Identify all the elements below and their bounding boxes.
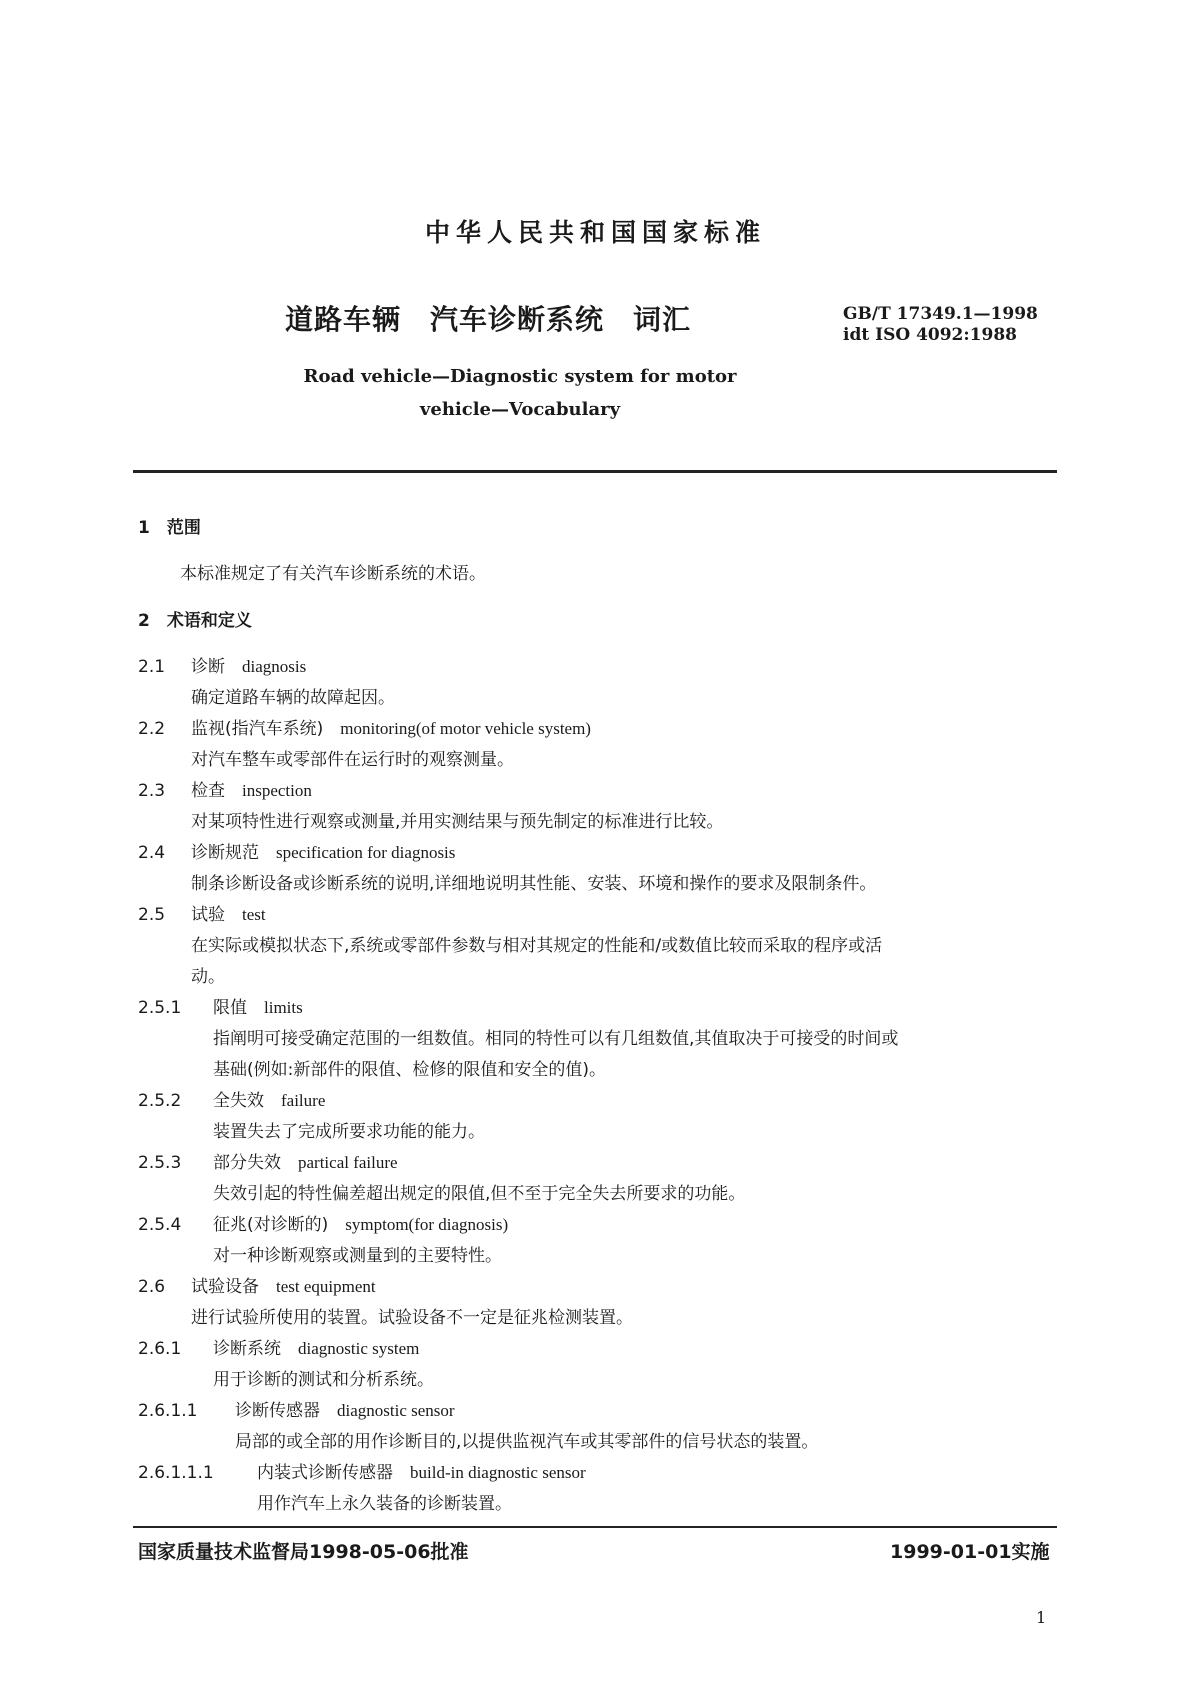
term-definition: 装置失去了完成所要求功能的能力。 [213, 1122, 485, 1142]
section-1-text: 本标准规定了有关汽车诊断系统的术语。 [180, 564, 486, 584]
title-en-line1: Road vehicle—Diagnostic system for motor [303, 366, 737, 387]
term-definition: 进行试验所使用的装置。试验设备不一定是征兆检测装置。 [191, 1308, 633, 1328]
standard-code [843, 304, 1038, 346]
term-entry [138, 1334, 419, 1364]
term-zh: 部分失效 [213, 1153, 281, 1173]
term-en: diagnostic system [298, 1339, 420, 1358]
term-number: 2.5 [138, 905, 166, 925]
term-definition: 用作汽车上永久装备的诊断装置。 [257, 1494, 512, 1514]
term-zh: 诊断系统 [213, 1339, 281, 1359]
term-en: test equipment [276, 1277, 376, 1296]
term-definition: 在实际或模拟状态下,系统或零部件参数与相对其规定的性能和/或数值比较而采取的程序或活 [191, 936, 883, 956]
term-zh: 诊断传感器 [235, 1401, 320, 1421]
term-definition-continued: 基础(例如:新部件的限值、检修的限值和安全的值)。 [213, 1060, 606, 1080]
national-standard-heading: 中华人民共和国国家标准 [424, 218, 766, 247]
term-definition: 局部的或全部的用作诊断目的,以提供监视汽车或其零部件的信号状态的装置。 [235, 1432, 819, 1452]
standard-code-iso: idt ISO 4092:1988 [843, 325, 1017, 345]
term-en: diagnosis [242, 657, 307, 676]
term-entry [138, 776, 312, 806]
term-en: build-in diagnostic sensor [410, 1463, 586, 1482]
term-number: 2.5.1 [138, 998, 182, 1018]
term-definition: 制条诊断设备或诊断系统的说明,详细地说明其性能、安装、环境和操作的要求及限制条件。 [191, 874, 877, 894]
term-zh: 全失效 [213, 1091, 264, 1111]
term-number: 2.5.3 [138, 1153, 182, 1173]
term-number: 2.2 [138, 719, 166, 739]
term-zh: 征兆(对诊断的) [213, 1215, 329, 1235]
term-definition: 对汽车整车或零部件在运行时的观察测量。 [191, 750, 514, 770]
term-definition: 指阐明可接受确定范围的一组数值。相同的特性可以有几组数值,其值取决于可接受的时间或 [213, 1029, 899, 1049]
term-zh: 试验设备 [191, 1277, 259, 1297]
standard-code-gb: GB/T 17349.1—1998 [843, 304, 1038, 324]
term-en: specification for diagnosis [276, 843, 456, 862]
term-definition: 失效引起的特性偏差超出规定的限值,但不至于完全失去所要求的功能。 [213, 1184, 746, 1204]
term-entry [138, 1458, 586, 1488]
term-entry [138, 714, 591, 744]
term-entry [138, 1272, 376, 1302]
term-en: symptom(for diagnosis) [345, 1215, 509, 1234]
approval-date: 国家质量技术监督局1998-05-06批准 [138, 1541, 469, 1563]
term-zh: 限值 [213, 998, 247, 1018]
header-divider [133, 470, 1057, 473]
term-entry [138, 838, 455, 868]
term-definition-continued: 动。 [191, 967, 225, 987]
term-entry [138, 1210, 508, 1240]
term-zh: 试验 [191, 905, 225, 925]
term-en: diagnostic sensor [337, 1401, 455, 1420]
term-entry [138, 1086, 325, 1116]
term-number: 2.5.4 [138, 1215, 182, 1235]
term-zh: 诊断规范 [191, 843, 259, 863]
section-2-title: 2 术语和定义 [138, 611, 252, 631]
page-number: 1 [1036, 1608, 1047, 1627]
term-entry [138, 1396, 455, 1426]
term-entry [138, 900, 266, 930]
term-number: 2.6.1 [138, 1339, 182, 1359]
implementation-date: 1999-01-01实施 [890, 1541, 1050, 1563]
footer-divider [133, 1526, 1057, 1528]
section-1-title: 1 范围 [138, 518, 201, 538]
term-number: 2.6 [138, 1277, 166, 1297]
term-number: 2.5.2 [138, 1091, 182, 1111]
term-number: 2.6.1.1 [138, 1401, 198, 1421]
title-en-line2: vehicle—Vocabulary [419, 399, 621, 420]
term-number: 2.4 [138, 843, 166, 863]
term-entry [138, 993, 303, 1023]
term-en: test [242, 905, 266, 924]
term-zh: 监视(指汽车系统) [191, 719, 324, 739]
term-en: monitoring(of motor vehicle system) [340, 719, 591, 738]
term-entry [138, 652, 306, 682]
term-definition: 确定道路车辆的故障起因。 [191, 688, 395, 708]
term-definition: 对某项特性进行观察或测量,并用实测结果与预先制定的标准进行比较。 [191, 812, 724, 832]
term-en: partical failure [298, 1153, 398, 1172]
term-zh: 检查 [191, 781, 225, 801]
term-definition: 用于诊断的测试和分析系统。 [213, 1370, 434, 1390]
term-en: inspection [242, 781, 312, 800]
term-en: failure [281, 1091, 326, 1110]
term-definition: 对一种诊断观察或测量到的主要特性。 [213, 1246, 502, 1266]
term-zh: 内装式诊断传感器 [257, 1463, 393, 1483]
term-number: 2.3 [138, 781, 166, 801]
term-number: 2.6.1.1.1 [138, 1463, 214, 1483]
term-number: 2.1 [138, 657, 166, 677]
term-entry [138, 1148, 398, 1178]
term-zh: 诊断 [191, 657, 225, 677]
document-title-en [300, 360, 740, 426]
term-en: limits [264, 998, 303, 1017]
document-title-zh: 道路车辆 汽车诊断系统 词汇 [285, 303, 692, 336]
